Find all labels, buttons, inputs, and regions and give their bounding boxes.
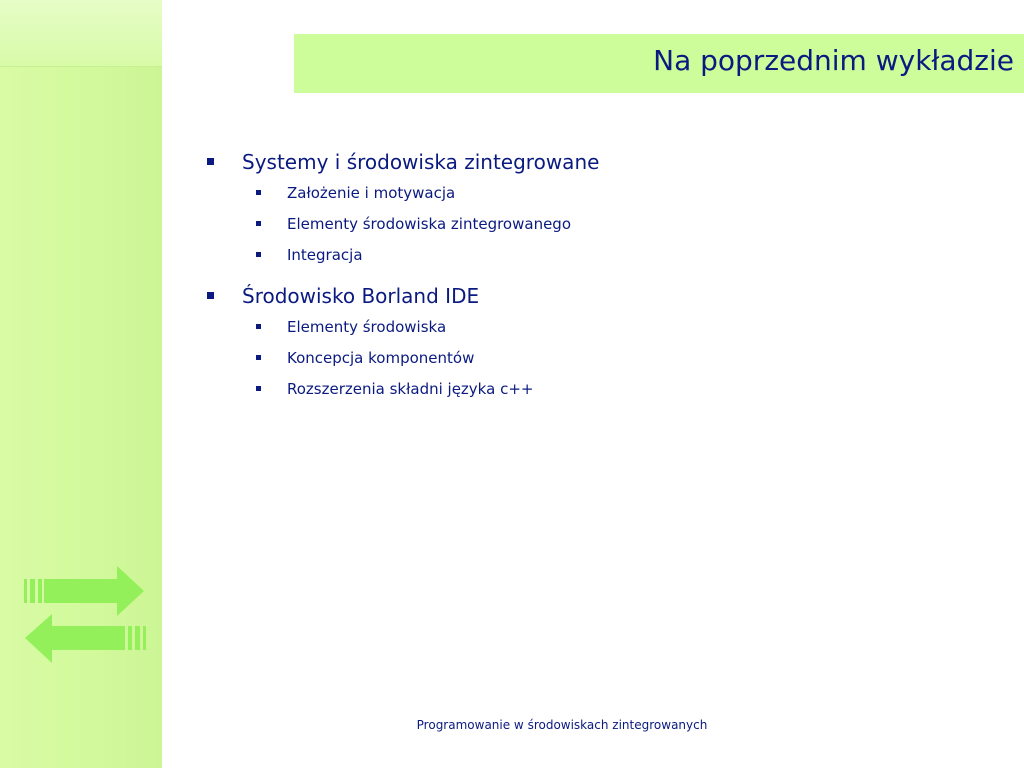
sub-bullet-item — [242, 346, 985, 377]
square-bullet-icon — [256, 386, 261, 391]
bullet-item — [205, 146, 985, 274]
sub-bullet-label: Elementy środowiska zintegrowanego — [287, 215, 571, 233]
square-bullet-icon — [256, 221, 261, 226]
sub-bullet-list — [242, 181, 985, 274]
sub-bullet-item — [242, 377, 985, 408]
arrow-left-icon — [25, 614, 146, 663]
slide-footer: Programowanie w środowiskach zintegrowanych — [416, 718, 708, 732]
side-panel-header — [0, 0, 162, 67]
sub-bullet-label: Rozszerzenia składni języka c++ — [287, 380, 534, 398]
square-bullet-icon — [256, 324, 261, 329]
bullet-label: Środowisko Borland IDE — [242, 284, 480, 308]
sub-bullet-label: Integracja — [287, 246, 363, 264]
bullet-item — [205, 280, 985, 408]
square-bullet-icon — [256, 252, 261, 257]
sub-bullet-label: Elementy środowiska — [287, 318, 447, 336]
sub-bullet-label: Założenie i motywacja — [287, 184, 456, 202]
square-bullet-icon — [207, 158, 214, 165]
sub-bullet-item — [242, 315, 985, 346]
square-bullet-icon — [256, 190, 261, 195]
sub-bullet-item — [242, 181, 985, 212]
bullet-list — [205, 146, 985, 408]
square-bullet-icon — [256, 355, 261, 360]
slide-title: Na poprzednim wykładzie — [653, 44, 1014, 77]
navigation-arrows — [22, 566, 148, 664]
sub-bullet-item — [242, 212, 985, 243]
arrow-right-icon — [24, 566, 144, 616]
slide-content — [205, 146, 985, 414]
sub-bullet-item — [242, 243, 985, 274]
sub-bullet-label: Koncepcja komponentów — [287, 349, 475, 367]
bullet-label: Systemy i środowiska zintegrowane — [242, 150, 600, 174]
square-bullet-icon — [207, 292, 214, 299]
sub-bullet-list — [242, 315, 985, 408]
title-bar — [294, 34, 1024, 93]
